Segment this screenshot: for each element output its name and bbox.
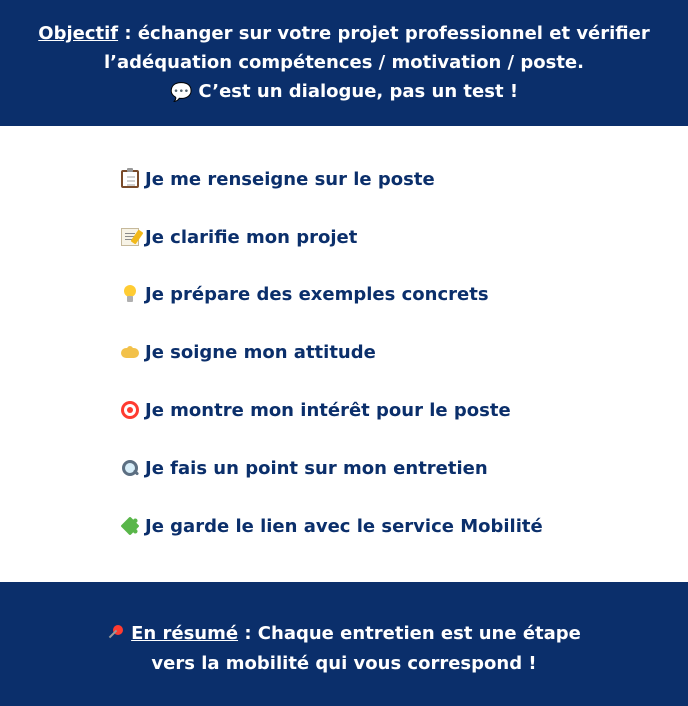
objective-line-1 — [20, 19, 668, 48]
clipboard-icon — [121, 170, 139, 188]
summary-banner — [0, 582, 688, 706]
step-label: Je clarifie mon projet — [145, 227, 358, 248]
step-item — [121, 514, 543, 540]
pushpin-icon — [107, 624, 125, 642]
target-icon — [121, 401, 139, 419]
magnifier-icon — [121, 459, 139, 477]
step-item — [121, 282, 489, 308]
objective-banner — [0, 0, 688, 126]
puzzle-piece-icon — [120, 516, 139, 535]
memo-icon — [121, 228, 139, 246]
dialogue-note: C’est un dialogue, pas un test ! — [198, 81, 519, 102]
objective-line-2: l’adéquation compétences / motivation / poste. — [104, 52, 584, 73]
step-item — [121, 225, 357, 251]
steps-list — [0, 126, 688, 582]
step-label: Je garde le lien avec le service Mobilité — [145, 516, 543, 537]
step-label: Je montre mon intérêt pour le poste — [145, 400, 511, 421]
objective-text-1: : échanger sur votre projet professionnel et vérifier — [118, 23, 650, 44]
step-item — [121, 167, 435, 193]
step-item — [121, 340, 376, 366]
light-bulb-icon — [121, 285, 139, 303]
step-label: Je soigne mon attitude — [145, 342, 376, 363]
step-label: Je me renseigne sur le poste — [145, 169, 435, 190]
speech-bubble-icon: 💬 — [169, 82, 193, 103]
step-item — [121, 398, 511, 424]
summary-label: En résumé — [131, 623, 239, 644]
summary-line-1 — [20, 619, 668, 649]
objective-label: Objectif — [38, 23, 119, 44]
summary-line-2: vers la mobilité qui vous correspond ! — [151, 653, 537, 674]
step-item — [121, 456, 488, 482]
step-label: Je prépare des exemples concrets — [145, 284, 489, 305]
step-label: Je fais un point sur mon entretien — [145, 458, 488, 479]
summary-text-1: : Chaque entretien est une étape — [238, 623, 581, 644]
handshake-icon — [121, 343, 139, 361]
objective-line-3 — [20, 77, 668, 107]
